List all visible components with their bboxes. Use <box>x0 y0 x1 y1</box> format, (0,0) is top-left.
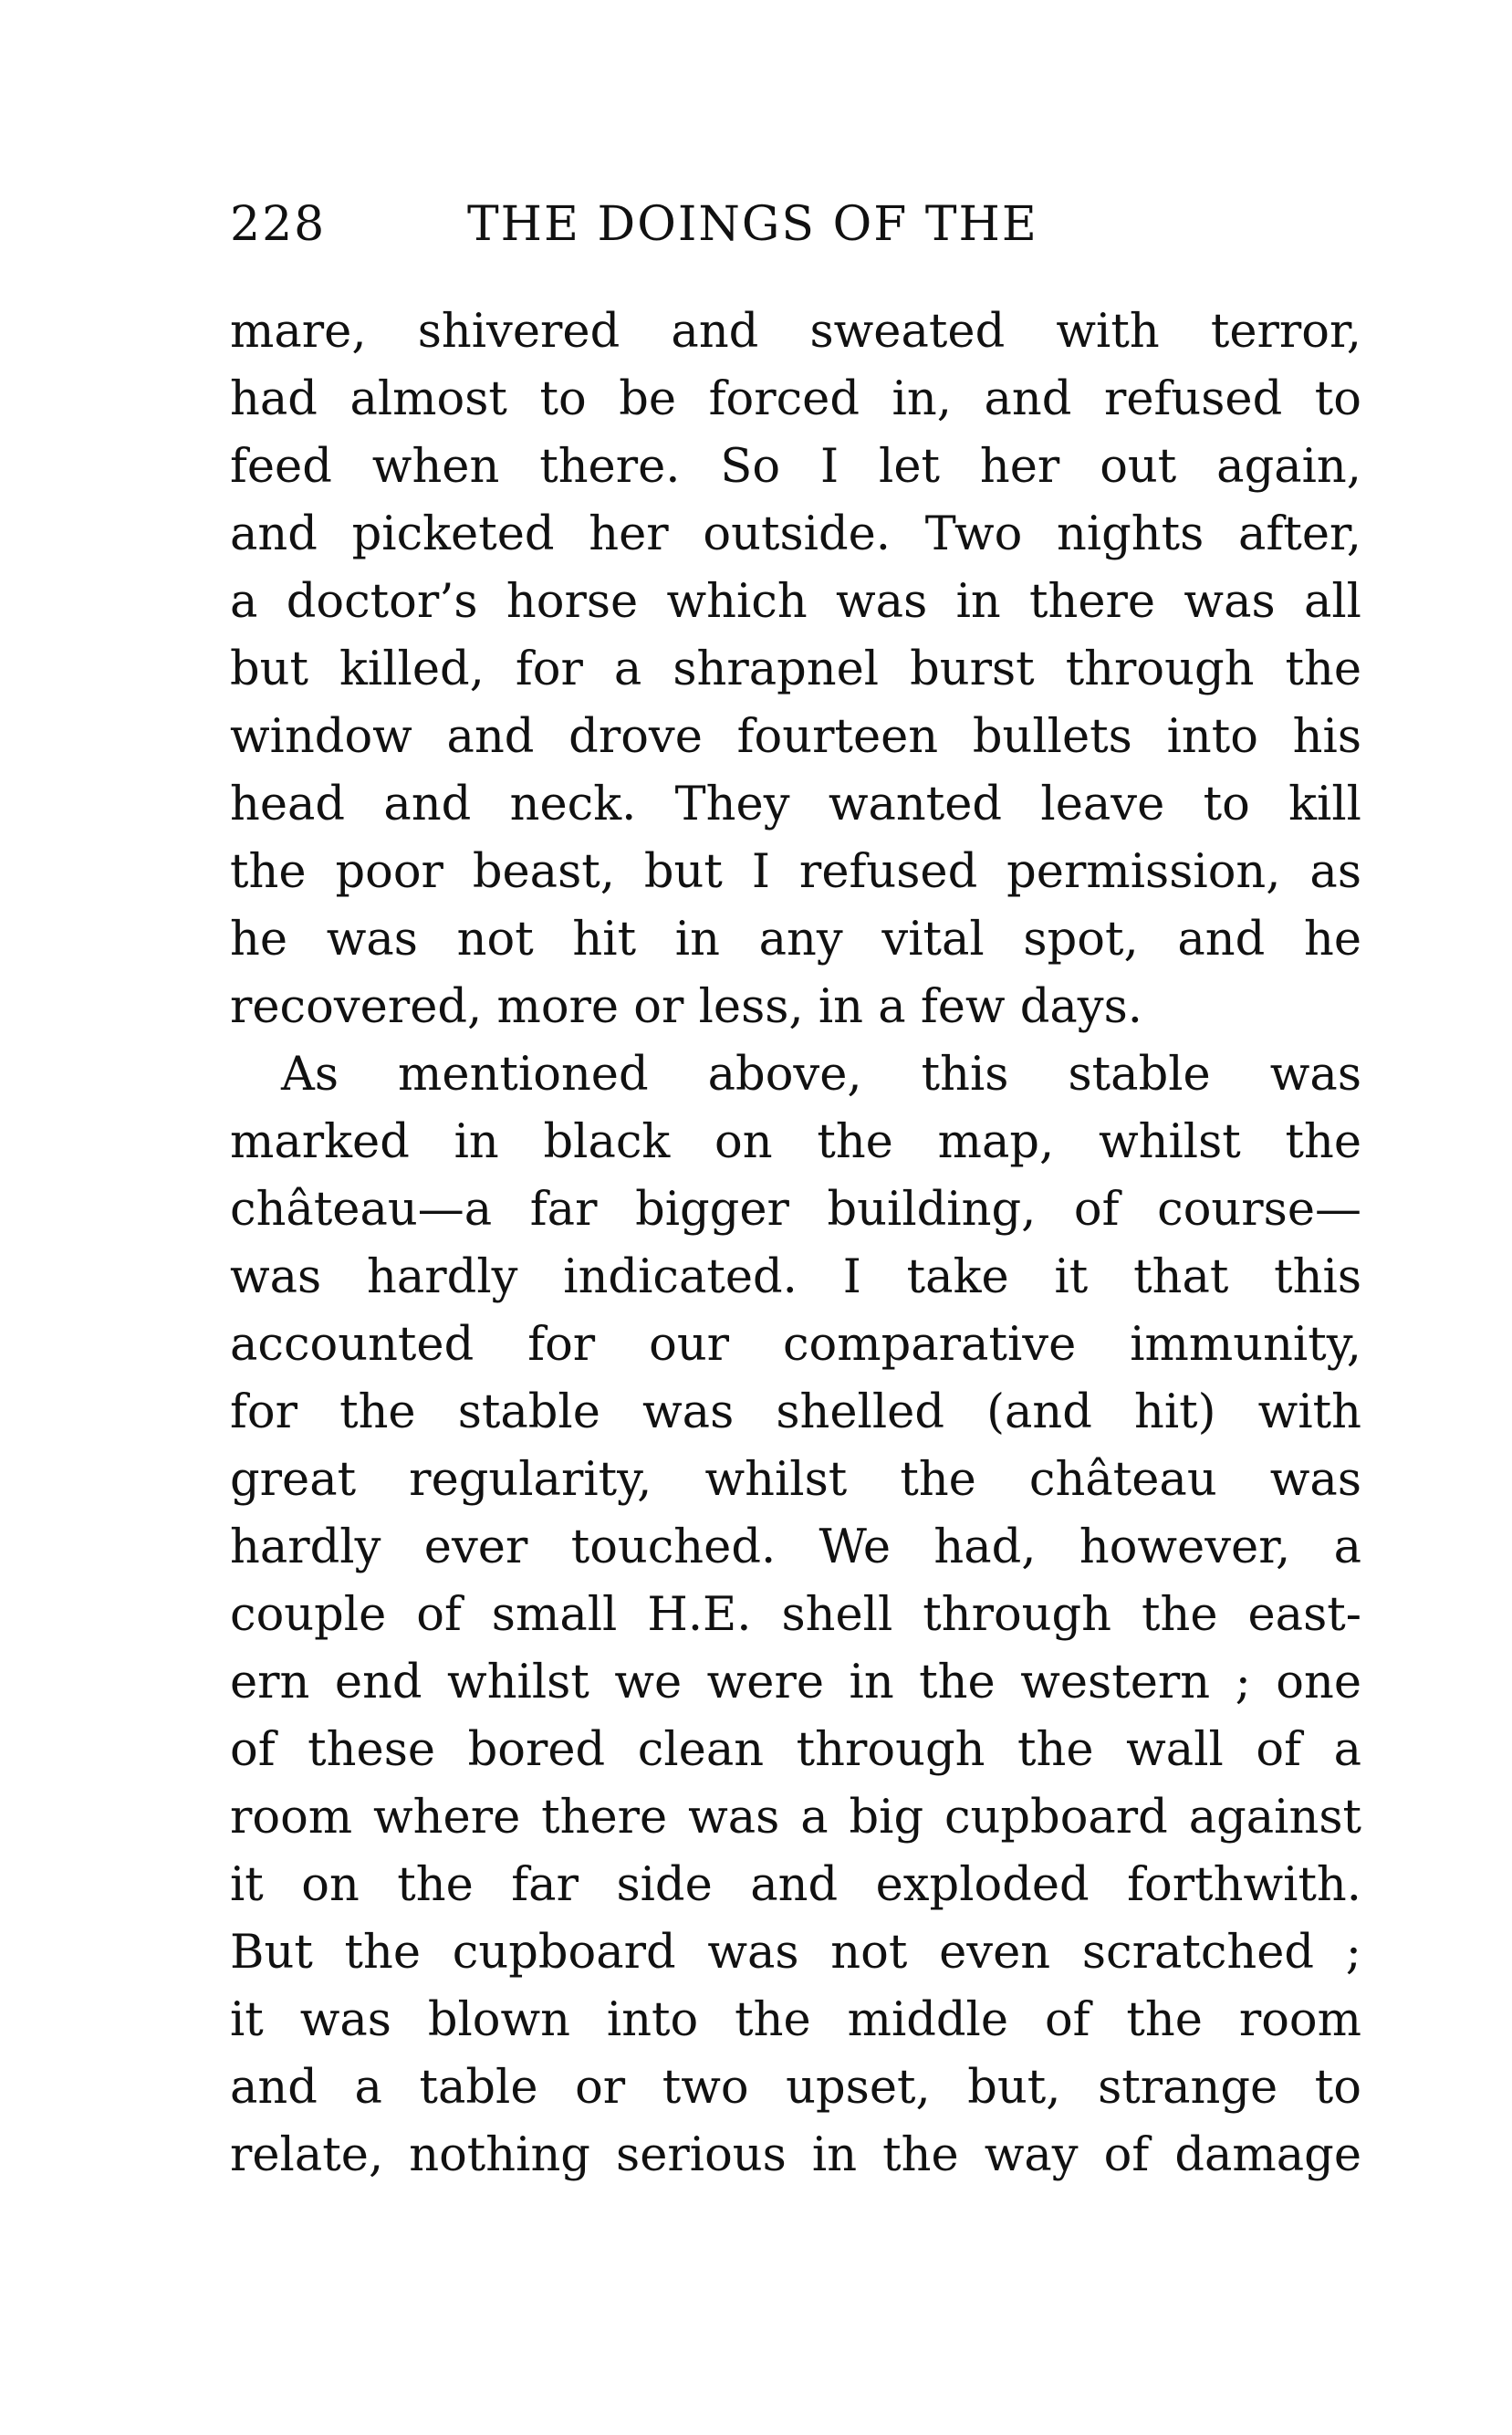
text-line: couple of small H.E. shell through the east- <box>230 1588 1361 1642</box>
text-line: marked in black on the map, whilst the <box>230 1115 1361 1169</box>
text-line: a doctor’s horse which was in there was all <box>230 575 1361 629</box>
text-line: feed when there. So I let her out again, <box>230 440 1361 494</box>
paragraph-1 <box>230 298 1361 1041</box>
running-head <box>230 188 1124 261</box>
text-line: had almost to be forced in, and refused to <box>230 372 1361 426</box>
text-line: the poor beast, but I refused permission, as <box>230 845 1361 899</box>
text-line: it was blown into the middle of the room <box>230 1993 1361 2047</box>
text-line: room where there was a big cupboard against <box>230 1791 1361 1845</box>
text-line: he was not hit in any vital spot, and he <box>230 913 1361 967</box>
text-line: was hardly indicated. I take it that this <box>230 1250 1361 1304</box>
text-line: it on the far side and exploded forthwith. <box>230 1858 1361 1912</box>
running-title: THE DOINGS OF THE <box>467 197 1038 252</box>
text-line: recovered, more or less, in a few days. <box>230 980 1143 1034</box>
text-line: accounted for our comparative immunity, <box>230 1318 1361 1372</box>
text-line: and a table or two upset, but, strange to <box>230 2061 1361 2115</box>
text-line: château—a far bigger building, of course— <box>230 1183 1361 1237</box>
text-line: hardly ever touched. We had, however, a <box>230 1521 1361 1574</box>
body-text <box>230 298 1361 2189</box>
text-line: ern end whilst we were in the western ; one <box>230 1656 1361 1709</box>
text-line: but killed, for a shrapnel burst through the <box>230 643 1361 696</box>
paragraph-2 <box>230 1041 1361 2189</box>
text-line: mare, shivered and sweated with terror, <box>230 305 1361 359</box>
text-line: But the cupboard was not even scratched ; <box>230 1926 1361 1980</box>
text-line: As mentioned above, this stable was <box>281 1048 1361 1102</box>
text-line: relate, nothing serious in the way of damage <box>230 2128 1361 2182</box>
text-line: head and neck. They wanted leave to kill <box>230 778 1361 831</box>
text-line: and picketed her outside. Two nights after, <box>230 507 1361 561</box>
text-line: of these bored clean through the wall of a <box>230 1723 1361 1777</box>
page-number: 228 <box>230 197 327 252</box>
text-line: for the stable was shelled (and hit) with <box>230 1385 1361 1439</box>
text-line: great regularity, whilst the château was <box>230 1453 1361 1507</box>
text-line: window and drove fourteen bullets into his <box>230 710 1361 764</box>
